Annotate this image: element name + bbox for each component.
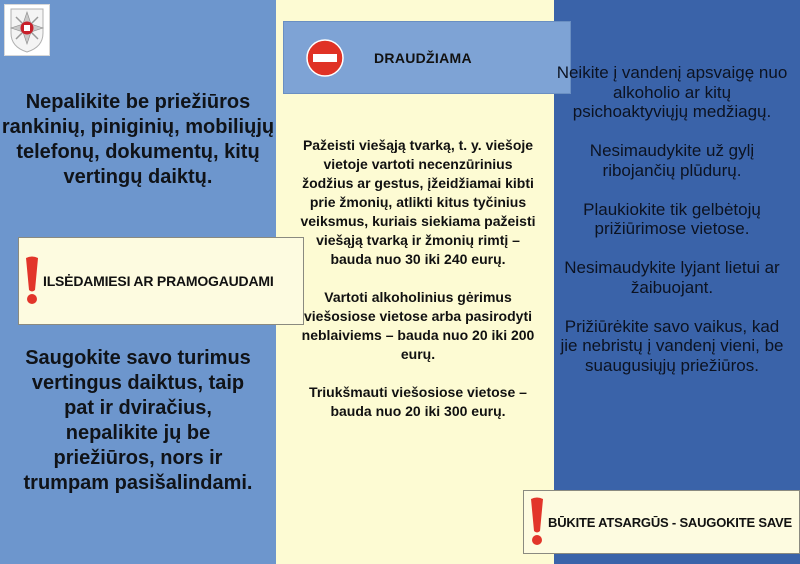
alcohol-fine-text: Vartoti alkoholinius gėrimus viešosiose vietose arba pasirodyti neblaiviems – bauda nuo 20 iki 200 eurų.	[301, 289, 535, 362]
water-safety-item: Nesimaudykite lyjant lietui ar žaibuojant.	[564, 258, 780, 297]
public-order-fine-text: Pažeisti viešąją tvarką, t. y. viešoje vietoje vartoti necenzūrinius žodžius ar gestus, įžeidžiamai kibti prie žmonių, atlikti kitus tyčinius veiksmus, kuriais siekiama pažeisti viešąją tvarką ir žmonių rimtį – bauda nuo 30 iki 240 eurų.	[300, 137, 536, 267]
noise-fine-text: Triukšmauti viešosiose vietose – bauda nuo 20 iki 300 eurų.	[309, 384, 527, 419]
water-safety-list	[556, 63, 788, 395]
water-safety-item: Neikite į vandenį apsvaigę nuo alkoholio ar kitų psichoaktyviųjų medžiagų.	[556, 63, 788, 121]
be-careful-warning-box	[523, 490, 800, 554]
water-safety-item: Nesimaudykite už gylį ribojančių plūdurų.	[589, 141, 755, 180]
prohibited-header	[283, 21, 571, 94]
exclamation-icon	[528, 497, 546, 547]
valuables-advice-text: Nepalikite be priežiūros rankinių, piniginių, mobiliųjų telefonų, dokumentų, kitų vertingų daiktų.	[1, 91, 275, 188]
leisure-warning-label: ILSĖDAMIESI AR PRAMOGAUDAMI	[43, 273, 274, 289]
police-emblem-icon	[4, 4, 50, 56]
prohibited-title: DRAUDŽIAMA	[374, 49, 472, 66]
be-careful-warning-label: BŪKITE ATSARGŪS - SAUGOKITE SAVE	[548, 514, 792, 530]
leisure-warning-box	[18, 237, 304, 325]
water-safety-item: Plaukiokite tik gelbėtojų prižiūrimose vietose.	[583, 199, 761, 238]
prohibited-list	[300, 136, 536, 440]
no-entry-icon	[306, 39, 344, 77]
water-safety-item: Prižiūrėkite savo vaikus, kad jie nebristų į vandenį vieni, be suaugusiųjų priežiūros.	[560, 316, 784, 375]
exclamation-icon	[23, 256, 41, 306]
bicycle-advice-text: Saugokite savo turimus vertingus daiktus, taip pat ir dviračius, nepalikite jų be priežiūros, nors ir trumpam pasišalindami.	[23, 347, 253, 494]
